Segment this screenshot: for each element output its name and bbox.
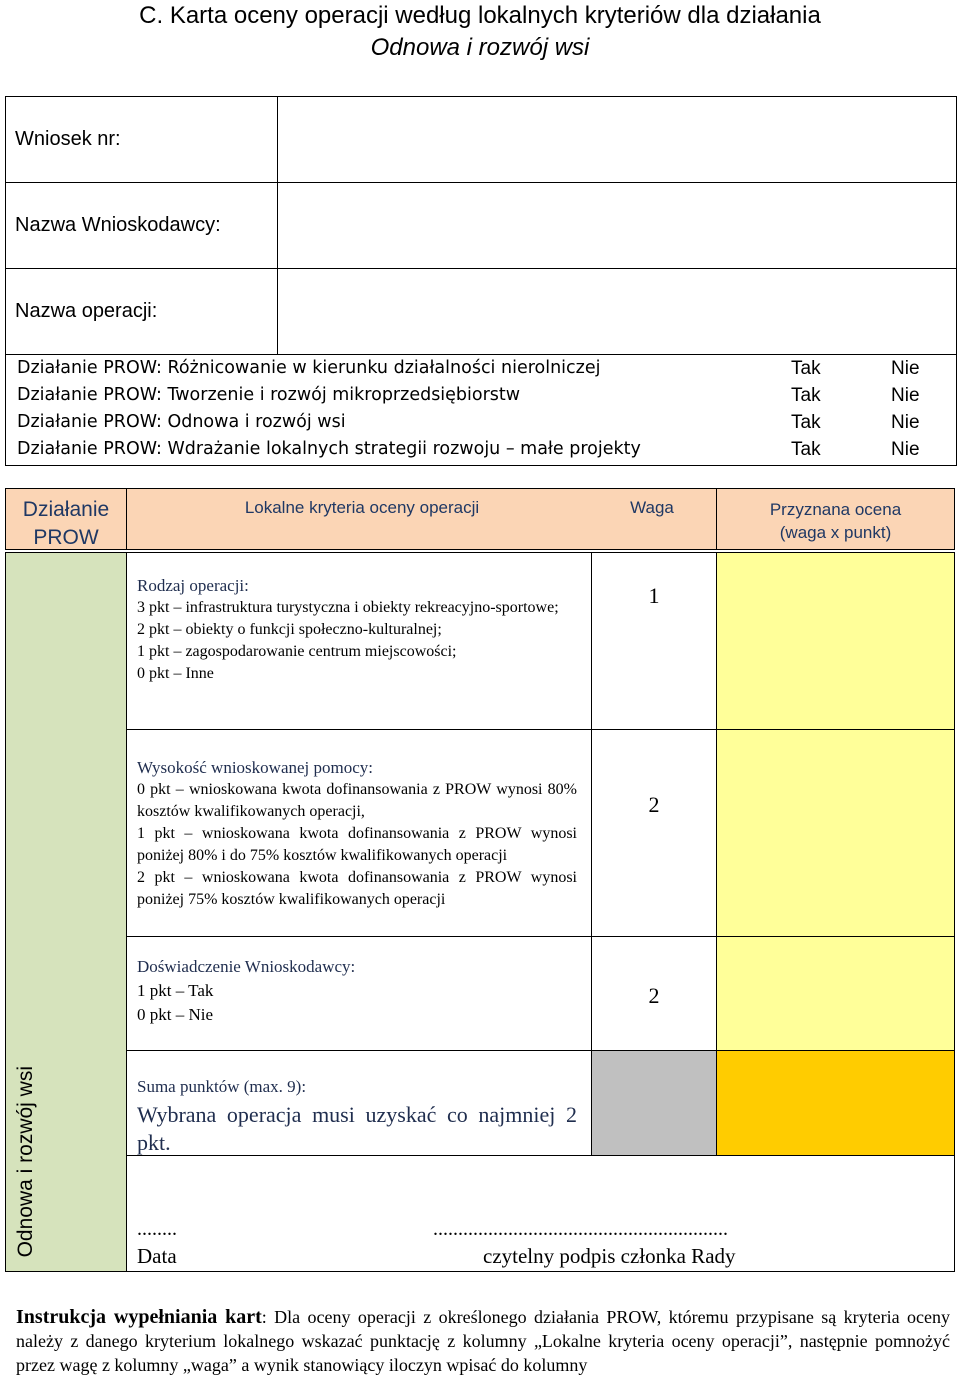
header-row-line xyxy=(5,354,957,355)
criterion-line: 1 pkt – Tak xyxy=(137,981,214,1000)
wnioskodawca-field[interactable] xyxy=(280,185,954,265)
operacja-label: Nazwa operacji: xyxy=(15,300,158,322)
criterion-line: 2 pkt – wnioskowana kwota dofinansowania z PROW wynosi poniżej 75% kosztów kwalifikowanych operacji xyxy=(137,869,577,908)
criterion-line: 0 pkt – Nie xyxy=(137,1005,214,1024)
signature-dots: ........................................................... xyxy=(433,1218,728,1240)
th-dzialanie-line1: Działanie xyxy=(22,498,110,521)
tak-option[interactable]: Tak xyxy=(791,358,821,379)
instruction-text xyxy=(16,1305,950,1377)
th-criteria-label: Lokalne kryteria oceny operacji xyxy=(244,498,480,517)
wniosek-field[interactable] xyxy=(280,99,954,179)
criterion-heading: Doświadczenie Wnioskodawcy: xyxy=(137,957,356,976)
weight-cell xyxy=(591,936,717,1051)
criterion-line: 1 pkt – zagospodarowanie centrum miejscowości; xyxy=(137,643,457,660)
tak-option[interactable]: Tak xyxy=(791,412,821,433)
criterion-heading: Wysokość wnioskowanej pomocy: xyxy=(137,758,373,777)
th-dzialanie-line2: PROW xyxy=(33,526,99,549)
action-label: Działanie PROW: Różnicowanie w kierunku działalności nierolniczej xyxy=(17,358,601,378)
summary-cell xyxy=(126,1050,592,1156)
criterion-line: 0 pkt – wnioskowana kwota dofinansowania z PROW wynosi 80% kosztów kwalifikowanych operacji, xyxy=(137,781,577,820)
tak-option[interactable]: Tak xyxy=(791,385,821,406)
total-score-cell[interactable] xyxy=(716,1050,955,1156)
score-cell[interactable] xyxy=(716,936,955,1051)
summary-weight-cell xyxy=(591,1050,717,1156)
th-dzialanie xyxy=(5,488,127,550)
weight-value: 2 xyxy=(648,792,660,817)
criterion-line: 0 pkt – Inne xyxy=(137,665,214,682)
card-title: C. Karta oceny operacji według lokalnych kryteriów dla działania xyxy=(139,2,821,29)
action-label: Działanie PROW: Tworzenie i rozwój mikroprzedsiębiorstw xyxy=(17,385,521,405)
header-row-line xyxy=(5,268,957,269)
date-label: Data xyxy=(137,1244,177,1268)
nie-option[interactable]: Nie xyxy=(891,412,920,433)
signature-cell xyxy=(126,1155,955,1272)
signature-label: czytelny podpis członka Rady xyxy=(483,1244,736,1268)
nie-option[interactable]: Nie xyxy=(891,385,920,406)
summary-label: Suma punktów (max. 9): xyxy=(137,1077,307,1096)
nie-option[interactable]: Nie xyxy=(891,358,920,379)
wniosek-label: Wniosek nr: xyxy=(15,128,121,150)
criterion-line: 1 pkt – wnioskowana kwota dofinansowania z PROW wynosi poniżej 80% i do 75% kosztów kwalifikowanych operacji xyxy=(137,825,577,864)
criterion-cell xyxy=(126,552,592,730)
weight-value: 2 xyxy=(648,983,660,1008)
date-dots: ........ xyxy=(137,1218,177,1240)
header-row-line xyxy=(5,182,957,183)
th-ocena-line1: Przyznana ocena xyxy=(769,500,902,519)
action-label: Działanie PROW: Wdrażanie lokalnych strategii rozwoju – małe projekty xyxy=(17,439,641,459)
card-subtitle: Odnowa i rozwój wsi xyxy=(370,34,590,61)
th-ocena-line2: (waga x punkt) xyxy=(779,523,892,542)
operacja-field[interactable] xyxy=(280,271,954,351)
weight-cell xyxy=(591,729,717,937)
action-label: Działanie PROW: Odnowa i rozwój wsi xyxy=(17,412,346,432)
criterion-cell xyxy=(126,729,592,937)
criterion-heading: Rodzaj operacji: xyxy=(137,576,249,595)
th-ocena xyxy=(716,488,955,550)
nie-option[interactable]: Nie xyxy=(891,439,920,460)
instruction-heading: Instrukcja wypełniania kart xyxy=(16,1306,262,1328)
side-column xyxy=(5,552,127,1272)
header-divider xyxy=(277,96,278,354)
score-cell[interactable] xyxy=(716,729,955,937)
side-label: Odnowa i rozwój wsi xyxy=(14,1065,37,1257)
instruction-body: : Dla oceny operacji z określonego działania PROW, któremu przypisane są kryteria oceny należy z danego kryterium lokalnego wskazać punktację z kolumny „Lokalne kryteria oceny operacji”, następnie pomnożyć przez wagę z kolumny „waga” a wynik stanowiący iloczyn wpisać do kolumny xyxy=(16,1307,950,1375)
wnioskodawca-label: Nazwa Wnioskodawcy: xyxy=(15,214,221,236)
score-cell[interactable] xyxy=(716,552,955,730)
weight-cell xyxy=(591,552,717,730)
criterion-line: 2 pkt – obiekty o funkcji społeczno-kulturalnej; xyxy=(137,621,442,638)
th-waga-label: Waga xyxy=(630,498,674,517)
weight-value: 1 xyxy=(648,583,660,608)
th-criteria xyxy=(126,488,717,550)
criterion-cell xyxy=(126,936,592,1051)
criterion-line: 3 pkt – infrastruktura turystyczna i obiekty rekreacyjno-sportowe; xyxy=(137,599,559,616)
summary-note: Wybrana operacja musi uzyskać co najmniej 2 pkt. xyxy=(137,1102,577,1155)
tak-option[interactable]: Tak xyxy=(791,439,821,460)
